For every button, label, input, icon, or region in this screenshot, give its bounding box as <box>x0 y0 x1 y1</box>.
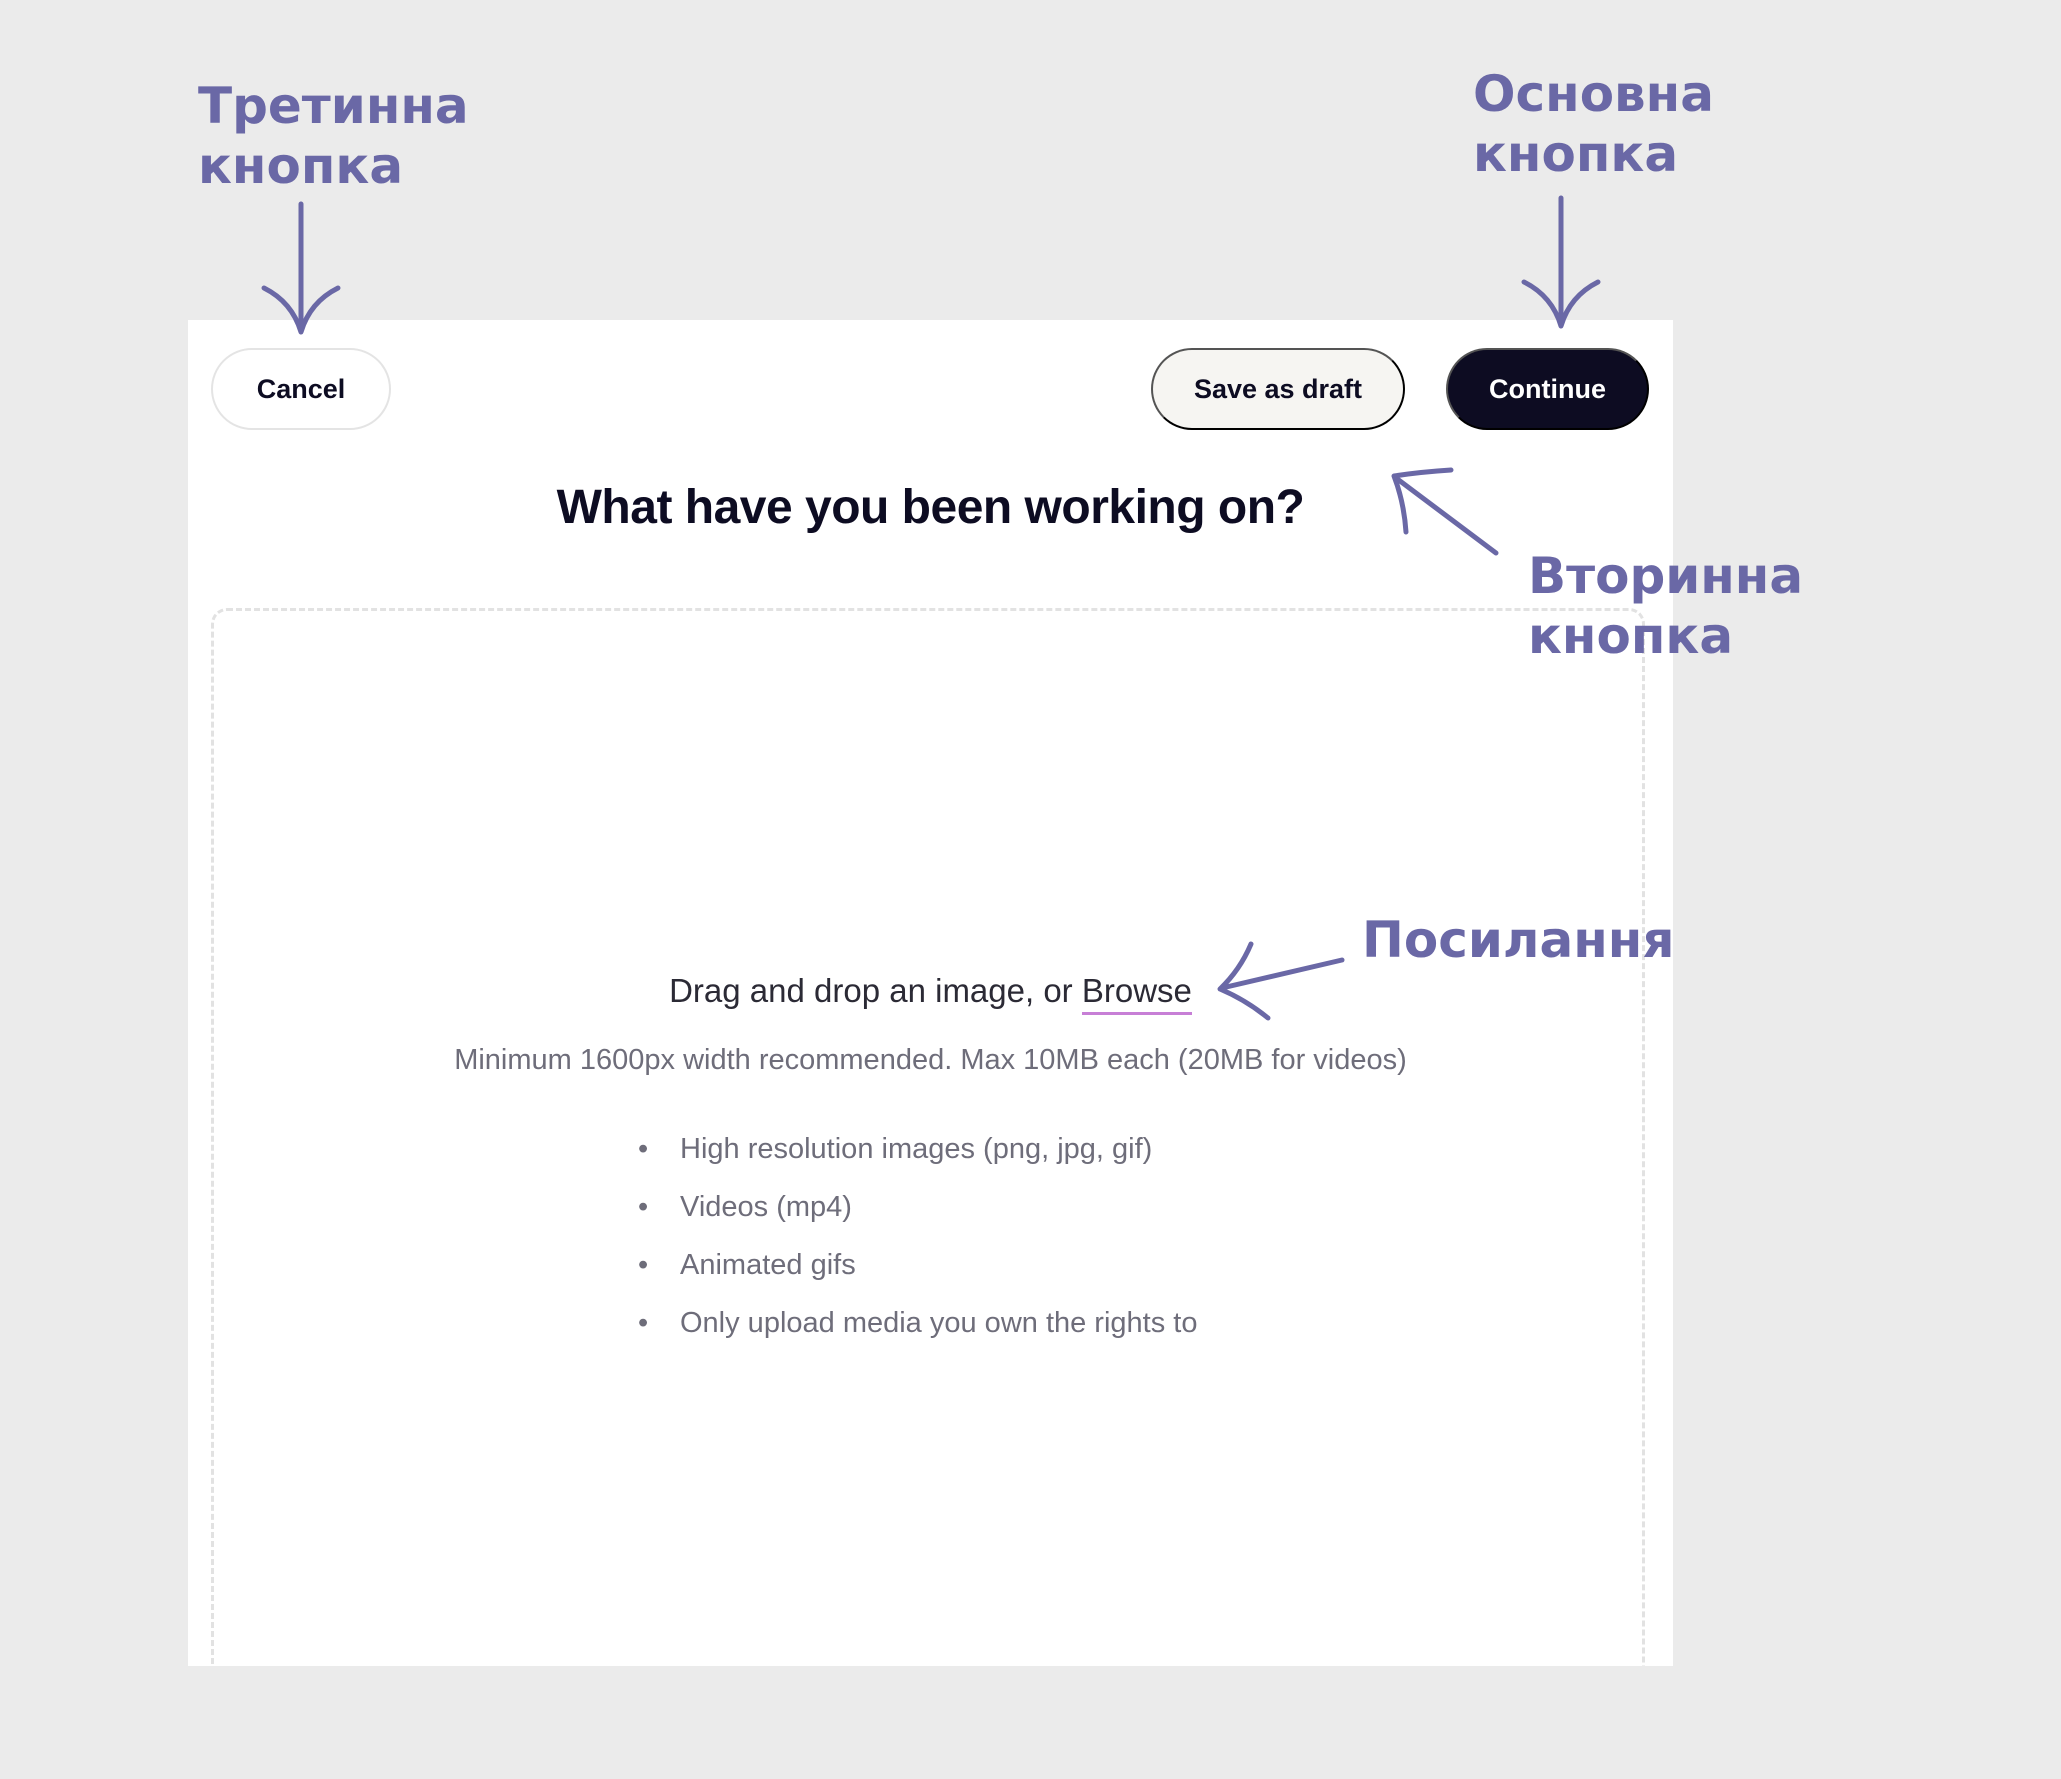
annotation-secondary-button <box>1528 546 1803 666</box>
bullet-icon: • <box>638 1133 649 1165</box>
annotation-text: Вторинна <box>1528 547 1804 605</box>
requirement-text: Animated gifs <box>680 1249 856 1281</box>
list-item <box>638 1236 1197 1294</box>
bullet-icon: • <box>638 1249 649 1281</box>
browse-link[interactable]: Browse <box>1082 972 1192 1015</box>
requirement-text: Only upload media you own the rights to <box>680 1307 1198 1339</box>
annotation-text: Посилання <box>1362 911 1675 969</box>
upload-hint: Minimum 1600px width recommended. Max 10MB each (20MB for videos) <box>454 1044 1407 1076</box>
annotation-text: кнопка <box>1473 125 1679 183</box>
continue-button[interactable]: Continue <box>1446 348 1649 430</box>
arrow-down-icon <box>1524 198 1598 326</box>
bullet-icon: • <box>638 1191 649 1223</box>
annotation-text: кнопка <box>198 137 404 195</box>
upload-card <box>188 320 1673 1666</box>
cancel-button[interactable]: Cancel <box>211 348 391 430</box>
annotation-tertiary-button <box>198 76 469 196</box>
arrow-down-icon <box>264 204 338 332</box>
annotation-link <box>1362 910 1674 970</box>
drop-prompt-line <box>188 972 1673 1010</box>
save-as-draft-button[interactable]: Save as draft <box>1151 348 1405 430</box>
page-title: What have you been working on? <box>556 481 1305 534</box>
drop-prompt-text: Drag and drop an image, or <box>669 972 1073 1009</box>
list-item <box>638 1120 1197 1178</box>
bullet-icon: • <box>638 1307 649 1339</box>
requirement-text: Videos (mp4) <box>680 1191 852 1223</box>
requirement-text: High resolution images (png, jpg, gif) <box>680 1133 1153 1165</box>
annotation-text: кнопка <box>1528 607 1734 665</box>
annotation-text: Основна <box>1473 65 1714 123</box>
list-item <box>638 1178 1197 1236</box>
list-item <box>638 1294 1197 1352</box>
annotation-text: Третинна <box>198 77 469 135</box>
annotation-primary-button <box>1473 64 1714 184</box>
requirements-list <box>638 1120 1197 1352</box>
